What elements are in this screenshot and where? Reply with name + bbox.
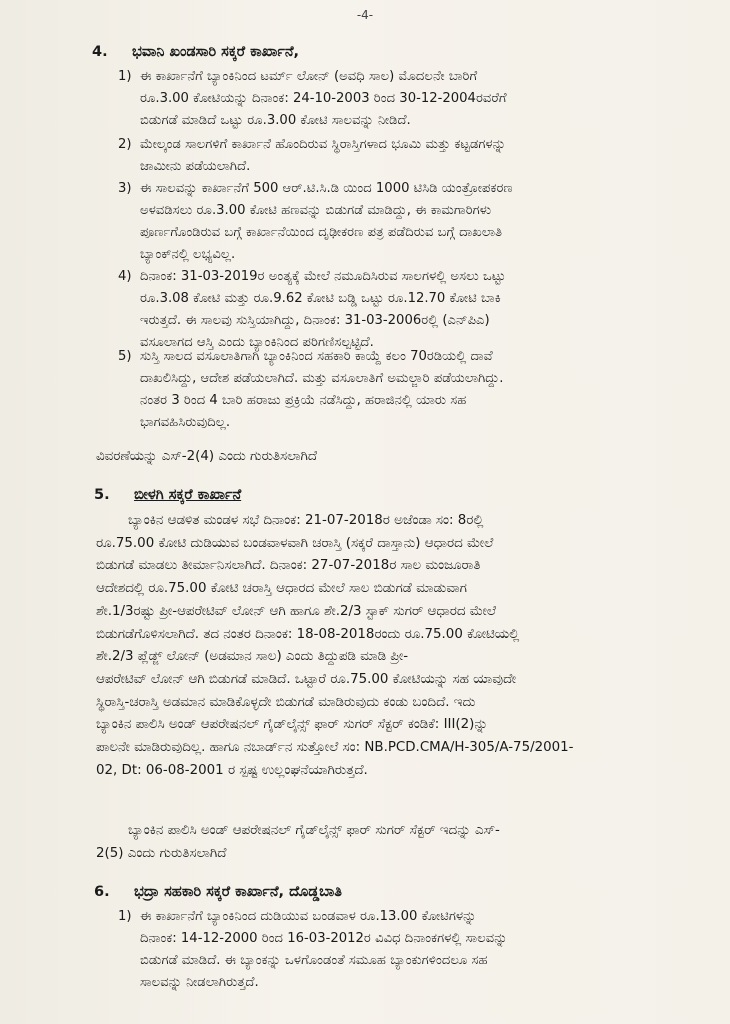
section-5-number: 5. (94, 487, 110, 503)
item-line: ರೂ.3.00 ಕೋಟಿಯನ್ನು ದಿನಾಂಕ: 24-10-2003 ರಿಂದ 30-12-2004ರವರೆಗೆ (140, 91, 507, 106)
body-line: ಆದೇಶದಲ್ಲಿ ರೂ.75.00 ಕೋಟಿ ಚರಾಸ್ತಿ ಆಧಾರದ ಮೇಲೆ ಸಾಲ ಬಿಡುಗಡೆ ಮಾಡುವಾಗ (96, 581, 467, 597)
body-line: ಶೇ.1/3ರಷ್ಟು ಪ್ರೀ-ಆಪರೇಟಿವ್ ಲೋನ್ ಆಗಿ ಹಾಗೂ ಶೇ.2/3 ಸ್ಟಾಕ್ ಸುಗರ್ ಆಧಾರದ ಮೇಲೆ (96, 603, 497, 619)
item-line: ಈ ಸಾಲವನ್ನು ಕಾರ್ಖಾನೆಗೆ 500 ಆರ್.ಟಿ.ಸಿ.ಡಿ ಯಿಂದ 1000 ಟಿಸಿಡಿ ಯಂತ್ರೋಪಕರಣ (140, 181, 513, 196)
item-line: ಅಳವಡಿಸಲು ರೂ.3.00 ಕೋಟಿ ಹಣವನ್ನು ಬಿಡುಗಡೆ ಮಾಡಿದ್ದು, ಈ ಕಾಮಗಾರಿಗಳು (140, 203, 492, 218)
item-line: ಈ ಕಾರ್ಖಾನೆಗೆ ಬ್ಯಾಂಕಿನಿಂದ ದುಡಿಯುವ ಬಂಡವಾಳ ರೂ.13.00 ಕೋಟಿಗಳನ್ನು (140, 909, 477, 924)
item-line: ನಂತರ 3 ರಿಂದ 4 ಬಾರಿ ಹರಾಜು ಪ್ರಕ್ರಿಯೆ ನಡೆಸಿದ್ದು, ಹರಾಜಿನಲ್ಲಿ ಯಾರು ಸಹ (140, 393, 467, 408)
section-4-item-5 (118, 346, 678, 434)
note-line: 2(5) ಎಂದು ಗುರುತಿಸಲಾಗಿದೆ (96, 845, 227, 861)
body-line: ಬಿಡುಗಡೆಗೊಳಿಸಲಾಗಿದೆ. ತದ ನಂತರ ದಿನಾಂಕ: 18-08-2018ರಂದು ರೂ.75.00 ಕೋಟಿಯಲ್ಲಿ (96, 626, 520, 642)
item-line: ಜಾಮೀನು ಪಡೆಯಲಾಗಿದೆ. (140, 159, 251, 174)
note-line: ಬ್ಯಾಂಕಿನ ಪಾಲಿಸಿ ಅಂಡ್ ಆಪರೇಷನಲ್ ಗೈಡ್‌ಲೈನ್ಸ್ ಫಾರ್ ಸುಗರ್ ಸೆಕ್ಟರ್ ಇದನ್ನು ಎಸ್- (128, 823, 500, 838)
section-6-item-1 (118, 906, 678, 994)
item-number: 5) (118, 349, 132, 364)
item-number: 1) (118, 69, 132, 84)
item-line: ಈ ಕಾರ್ಖಾನೆಗೆ ಬ್ಯಾಂಕಿನಿಂದ ಟರ್ಮ್ ಲೋನ್ (ಅವಧಿ ಸಾಲ) ಮೊದಲನೇ ಬಾರಿಗೆ (140, 69, 478, 84)
item-number: 4) (118, 269, 132, 284)
item-line: ದಿನಾಂಕ: 14-12-2000 ರಿಂದ 16-03-2012ರ ವಿವಿಧ ದಿನಾಂಕಗಳಲ್ಲಿ ಸಾಲವನ್ನು (140, 931, 508, 946)
body-line: ಶೇ.2/3 ಪ್ಲೆಡ್ಜ್ ಲೋನ್ (ಅಡಮಾನ ಸಾಲ) ಎಂದು ತಿದ್ದುಪಡಿ ಮಾಡಿ ಪ್ರೀ- (96, 649, 409, 665)
body-line: ಬ್ಯಾಂಕಿನ ಆಡಳಿತ ಮಂಡಳ ಸಭೆ ದಿನಾಂಕ: 21-07-2018ರ ಅಜೆಂಡಾ ಸಂ: 8ರಲ್ಲಿ (128, 513, 484, 528)
body-line: ಬ್ಯಾಂಕಿನ ಪಾಲಿಸಿ ಅಂಡ್ ಆಪರೇಷನಲ್ ಗೈಡ್‌ಲೈನ್ಸ್ ಫಾರ್ ಸುಗರ್ ಸೆಕ್ಟರ್ ಕಂಡಿಕೆ: III(2)ನ್ನು (96, 717, 488, 733)
page-number: -4- (356, 8, 374, 22)
section-5-body (96, 510, 676, 782)
body-line: 02, Dt: 06-08-2001 ರ ಸ್ಪಷ್ಟ ಉಲ್ಲಂಘನೆಯಾಗಿರುತ್ತದೆ. (96, 762, 368, 778)
section-4-item-3 (118, 178, 678, 266)
item-line: ಸುಸ್ತಿ ಸಾಲದ ವಸೂಲಾತಿಗಾಗಿ ಬ್ಯಾಂಕಿನಿಂದ ಸಹಕಾರಿ ಕಾಯ್ದೆ ಕಲಂ 70ರಡಿಯಲ್ಲಿ ದಾವೆ (140, 349, 493, 364)
section-4-item-2 (118, 134, 678, 178)
item-line: ವಸೂಲಾಗದ ಆಸ್ತಿ ಎಂದು ಬ್ಯಾಂಕಿನಿಂದ ಪರಿಗಣಿಸಲ್ಪಟ್ಟಿದೆ. (140, 335, 374, 350)
section-4-item-1 (118, 66, 658, 132)
item-number: 1) (118, 909, 132, 924)
section-5-heading (94, 487, 241, 503)
section-6-heading (94, 884, 342, 900)
item-line: ಪೂರ್ಣಗೊಂಡಿರುವ ಬಗ್ಗೆ ಕಾರ್ಖಾನೆಯಿಂದ ದೃಢೀಕರಣ ಪತ್ರ ಪಡೆದಿರುವ ಬಗ್ಗೆ ದಾಖಲಾತಿ (140, 225, 503, 240)
item-line: ಇರುತ್ತದೆ. ಈ ಸಾಲವು ಸುಸ್ತಿಯಾಗಿದ್ದು, ದಿನಾಂಕ: 31-03-2006ರಲ್ಲಿ (ಎನ್‌ಪಿಎ) (140, 313, 490, 328)
item-line: ದಿನಾಂಕ: 31-03-2019ರ ಅಂತ್ಯಕ್ಕೆ ಮೇಲೆ ನಮೂದಿಸಿರುವ ಸಾಲಗಳಲ್ಲಿ ಅಸಲು ಒಟ್ಟು (140, 269, 506, 284)
section-4-number: 4. (92, 44, 108, 60)
body-line: ಸ್ಥಿರಾಸ್ತಿ-ಚರಾಸ್ತಿ ಅಡಮಾನ ಮಾಡಿಕೊಳ್ಳದೇ ಬಿಡುಗಡೆ ಮಾಡಿರುವುದು ಕಂಡು ಬಂದಿದೆ. ಇದು (96, 694, 476, 710)
body-line: ರೂ.75.00 ಕೋಟಿ ದುಡಿಯುವ ಬಂಡವಾಳವಾಗಿ ಚರಾಸ್ತಿ (ಸಕ್ಕರೆ ದಾಸ್ತಾನು) ಆಧಾರದ ಮೇಲೆ (96, 535, 494, 551)
item-number: 3) (118, 181, 132, 196)
section-4-heading (92, 44, 299, 60)
item-line: ಸಾಲವನ್ನು ನೀಡಲಾಗಿರುತ್ತದೆ. (140, 975, 259, 990)
item-line: ದಾಖಲಿಸಿದ್ದು, ಆದೇಶ ಪಡೆಯಲಾಗಿದೆ. ಮತ್ತು ವಸೂಲಾತಿಗೆ ಅಮಲ್ಜಾರಿ ಪಡೆಯಲಾಗಿದ್ದು. (140, 371, 504, 386)
section-6-title: ಭದ್ರಾ ಸಹಕಾರಿ ಸಕ್ಕರೆ ಕಾರ್ಖಾನೆ, ದೊಡ್ಡಬಾತಿ (134, 884, 342, 900)
section-5-note (96, 820, 676, 865)
section-5-title: ಬೀಳಗಿ ಸಕ್ಕರೆ ಕಾರ್ಖಾನೆ (134, 487, 242, 503)
item-line: ಮೇಲ್ಕಂಡ ಸಾಲಗಳಿಗೆ ಕಾರ್ಖಾನೆ ಹೊಂದಿರುವ ಸ್ಥಿರಾಸ್ತಿಗಳಾದ ಭೂಮಿ ಮತ್ತು ಕಟ್ಟಡಗಳನ್ನು (140, 137, 506, 152)
body-line: ಬಿಡುಗಡೆ ಮಾಡಲು ತೀರ್ಮಾನಿಸಲಾಗಿದೆ. ದಿನಾಂಕ: 27-07-2018ರ ಸಾಲ ಮಂಜೂರಾತಿ (96, 558, 481, 574)
item-line: ಬಿಡುಗಡೆ ಮಾಡಿದೆ ಒಟ್ಟು ರೂ.3.00 ಕೋಟಿ ಸಾಲವನ್ನು ನೀಡಿದೆ. (140, 113, 411, 128)
section-4-title: ಭವಾನಿ ಖಂಡಸಾರಿ ಸಕ್ಕರೆ ಕಾರ್ಖಾನೆ, (132, 44, 300, 60)
body-line: ಆಪರೇಟಿವ್ ಲೋನ್ ಆಗಿ ಬಿಡುಗಡೆ ಮಾಡಿದೆ. ಒಟ್ಟಾರೆ ರೂ.75.00 ಕೋಟಿಯನ್ನು ಸಹ ಯಾವುದೇ (96, 671, 517, 687)
item-line: ರೂ.3.08 ಕೋಟಿ ಮತ್ತು ರೂ.9.62 ಕೋಟಿ ಬಡ್ಡಿ ಒಟ್ಟು ರೂ.12.70 ಕೋಟಿ ಬಾಕಿ (140, 291, 501, 306)
section-4-item-4 (118, 266, 678, 354)
section-6-number: 6. (94, 884, 110, 900)
section-4-note: ವಿವರಣೆಯನ್ನು ಎಸ್-2(4) ಎಂದು ಗುರುತಿಸಲಾಗಿದೆ (96, 449, 318, 464)
item-number: 2) (118, 137, 132, 152)
item-line: ಬಿಡುಗಡೆ ಮಾಡಿದೆ. ಈ ಬ್ಯಾಂಕನ್ನು ಒಳಗೊಂಡಂತೆ ಸಮೂಹ ಬ್ಯಾಂಕುಗಳಿಂದಲೂ ಸಹ (140, 953, 488, 968)
body-line: ಪಾಲನೇ ಮಾಡಿರುವುದಿಲ್ಲ. ಹಾಗೂ ನಬಾರ್ಡ್‌ನ ಸುತ್ತೋಲೆ ಸಂ: NB.PCD.CMA/H-305/A-75/2001- (96, 740, 574, 756)
item-line: ಬ್ಯಾಂಕ್‌ನಲ್ಲಿ ಲಭ್ಯವಿಲ್ಲ. (140, 247, 236, 262)
item-line: ಭಾಗವಹಿಸಿರುವುದಿಲ್ಲ. (140, 415, 231, 430)
